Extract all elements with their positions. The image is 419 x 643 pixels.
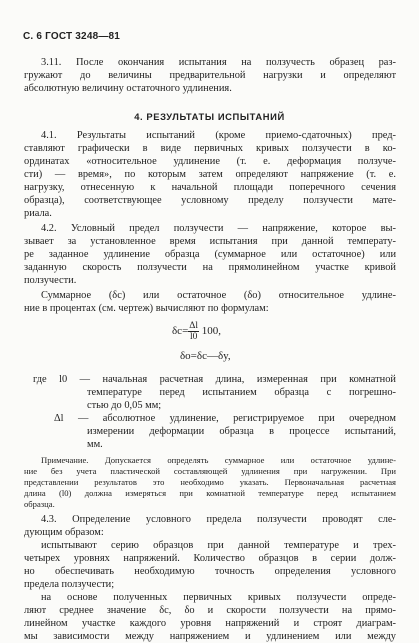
p42-line-2: зывает за установленное время испытания при данной температу- [24,236,396,247]
p42-line-1: 4.2. Условный предел ползучести — напряжение, которое вы- [41,223,396,234]
p41-line-6: образца), соответствующее условному пределу ползучести мате- [24,195,396,206]
p43-line-10: мы зависимости между напряжением и удлинением или между [24,631,396,642]
p43-line-5: но обеспечивать необходимую точность определения условного [24,566,396,577]
p41-line-5: нагрузку, отнесенную к начальной площади поперечного сечения [24,182,396,193]
formula1-denominator: l0 [189,332,198,342]
p43-line-9: линейном участке каждого уровня напряжений и строят диаграм- [24,618,396,629]
p43-line-3: испытывают серию образцов при данной температуре и трех- [41,540,396,551]
formula-residual-elongation: δо=δc—δy, [180,350,231,362]
note-line-4: длина (l0) должна измеряться при комнатной температуре перед испытанием [24,488,396,498]
where-line-6: мм. [87,439,103,450]
where-line-1: где l0 — начальная расчетная длина, измеренная при комнатной [33,374,396,385]
p41-line-1: 4.1. Результаты испытаний (кроме приемо-сдаточных) пред- [41,130,396,141]
p43-line-1: 4.3. Определение условного предела ползучести проводят сле- [41,514,396,525]
p311-line-3: абсолютную величину остаточного удлинения. [24,83,232,94]
where-line-4: Δl — абсолютное удлинение, регистрируемое при очередном [54,413,396,424]
where-line-3: стью до 0,05 мм; [87,400,162,411]
p311-line-2: гружают до величины предварительной нагрузки и определяют [24,70,396,81]
psum-line-2: ние в процентах (см. чертеж) вычисляют по формулам: [24,303,269,314]
p42-line-5: ползучести. [24,275,77,286]
p42-line-3: ре заданное удлинение образца (суммарное или остаточное) или [24,249,396,260]
p41-line-3: ординатах «относительное удлинение (т. е. деформация ползуче- [24,156,396,167]
psum-line-1: Суммарное (δc) или остаточное (δо) относительное удлине- [41,290,396,301]
where-line-5: измерении деформации образца в процессе испытаний, [87,426,396,437]
formula1-rhs: 100, [199,325,222,338]
p43-line-2: дующим образом: [24,527,104,538]
note-line-5: образца. [24,499,55,509]
p42-line-4: заданную скорость ползучести на прямолинейном участке кривой [24,262,396,273]
p43-line-8: ляют среднее значение δc, δо и скорости ползучести на прямо- [24,605,396,616]
note-line-3: представлении результатов это необходимо указать. Первоначальная расчетная [24,477,396,487]
p43-line-4: четырех уровнях напряжений. Количество образцов в серии долж- [24,553,396,564]
formula1-lhs: δc= [172,325,189,338]
section-title: 4. РЕЗУЛЬТАТЫ ИСПЫТАНИЙ [134,111,285,122]
p41-line-2: ставляют графически в виде первичных кривых ползучести в ко- [24,143,396,154]
formula1-fraction [188,321,199,342]
note-line-2: ние без учета пластической составляющей удлинения при нагружении. При [24,466,396,476]
p311-line-1: 3.11. После окончания испытания на ползучесть образец раз- [41,57,396,68]
p41-line-4: сти) — время», по которым затем определяют напряжение (т. е. [24,169,396,180]
p43-line-7: на основе полученных первичных кривых ползучести опреде- [41,592,396,603]
page-header: С. 6 ГОСТ 3248—81 [23,31,121,42]
p41-line-7: риала. [24,208,52,219]
p43-line-6: предела ползучести; [24,579,115,590]
where-line-2: температуре перед испытанием образца с погрешно- [87,387,396,398]
note-line-1: Примечание. Допускается определять суммарное или остаточное удлине- [41,455,396,465]
formula-total-elongation [172,321,221,342]
formula1-numerator: Δl [189,321,199,331]
